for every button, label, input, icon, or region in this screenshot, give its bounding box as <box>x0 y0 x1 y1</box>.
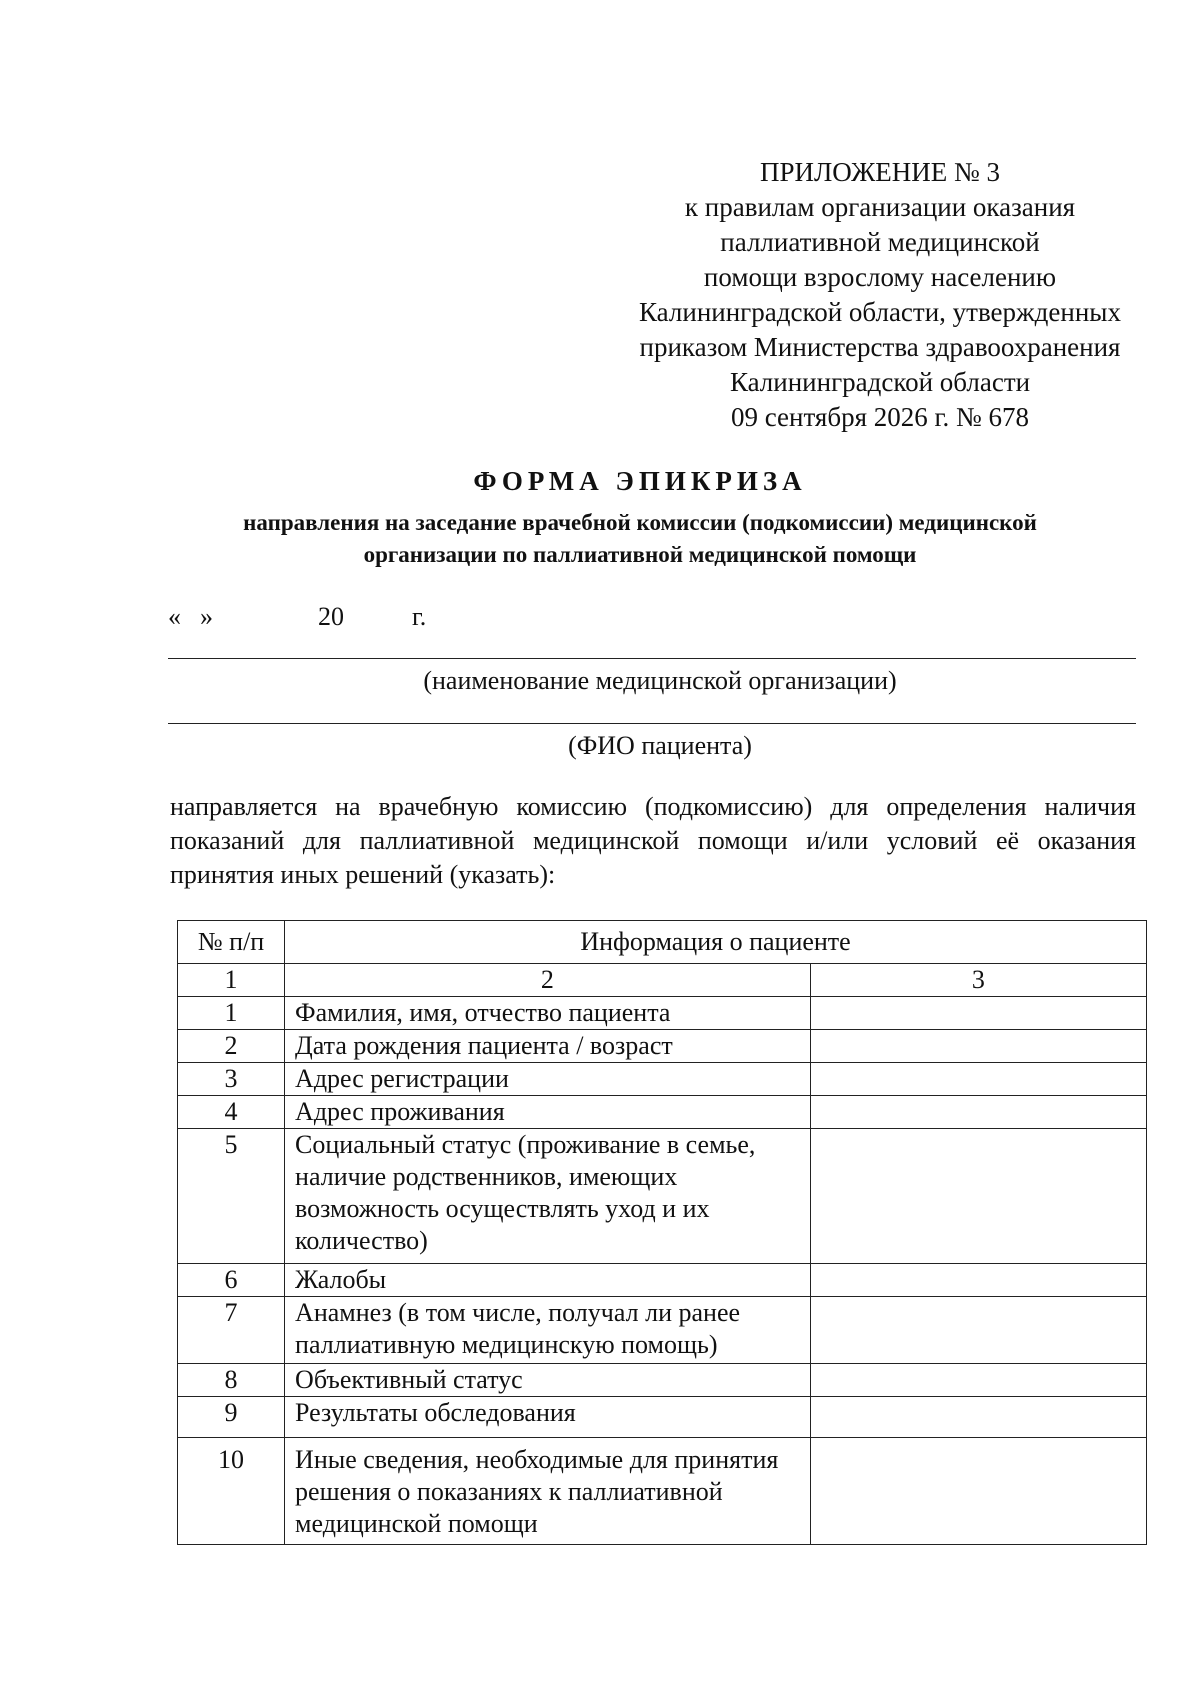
form-subtitle-line-1: направления на заседание врачебной комиссии (подкомиссии) медицинской <box>243 510 1037 535</box>
org-name-underline[interactable] <box>168 658 1136 659</box>
row-number: 2 <box>178 1030 285 1063</box>
row-value-cell[interactable] <box>810 1297 1146 1364</box>
row-value-cell[interactable] <box>810 1397 1146 1438</box>
appendix-line: Калининградской области <box>729 367 1031 397</box>
col-number: 1 <box>178 964 285 997</box>
patient-info-table <box>177 920 1147 1545</box>
appendix-line: помощи взрослому населению <box>703 262 1057 292</box>
patient-name-caption: (ФИО пациента) <box>568 731 752 760</box>
date-quote-close: » <box>200 602 213 631</box>
date-year-suffix: г. <box>412 602 427 631</box>
appendix-line: к правилам организации оказания <box>684 192 1076 222</box>
row-number: 1 <box>178 997 285 1030</box>
col-number: 3 <box>810 964 1146 997</box>
date-year-prefix: 20 <box>318 602 344 631</box>
appendix-line: приказом Министерства здравоохранения <box>639 332 1121 362</box>
row-number: 4 <box>178 1096 285 1129</box>
row-label: Фамилия, имя, отчество пациента <box>285 997 811 1030</box>
col-number: 2 <box>285 964 811 997</box>
form-subtitle-line-2: организации по паллиативной медицинской помощи <box>363 542 917 567</box>
row-number: 9 <box>178 1397 285 1438</box>
row-value-cell[interactable] <box>810 1129 1146 1264</box>
table-row <box>178 1297 1147 1364</box>
row-number: 5 <box>178 1129 285 1264</box>
row-number: 3 <box>178 1063 285 1096</box>
table-row <box>178 997 1147 1030</box>
row-label: Адрес регистрации <box>285 1063 811 1096</box>
patient-name-underline[interactable] <box>168 723 1136 724</box>
row-value-cell[interactable] <box>810 997 1146 1030</box>
appendix-title: ПРИЛОЖЕНИЕ № 3 <box>759 157 1001 187</box>
table-row <box>178 1438 1147 1545</box>
table-row <box>178 1397 1147 1438</box>
table-row <box>178 1129 1147 1264</box>
row-label: Анамнез (в том числе, получал ли ранее паллиативную медицинскую помощь) <box>285 1297 811 1364</box>
table-row <box>178 1096 1147 1129</box>
row-label: Социальный статус (проживание в семье, наличие родственников, имеющих возможность осуществлять уход и их количество) <box>285 1129 811 1264</box>
row-label: Дата рождения пациента / возраст <box>285 1030 811 1063</box>
form-title: ФОРМА ЭПИКРИЗА <box>473 466 807 496</box>
header-info: Информация о пациенте <box>285 921 1147 964</box>
table-row <box>178 1030 1147 1063</box>
row-label: Жалобы <box>285 1264 811 1297</box>
appendix-block <box>600 155 1160 435</box>
row-label: Объективный статус <box>285 1364 811 1397</box>
header-num: № п/п <box>178 921 285 964</box>
row-label: Иные сведения, необходимые для принятия решения о показаниях к паллиативной медицинской помощи <box>285 1438 811 1545</box>
org-name-caption: (наименование медицинской организации) <box>423 666 897 695</box>
row-number: 10 <box>178 1438 285 1545</box>
table-row <box>178 1264 1147 1297</box>
row-value-cell[interactable] <box>810 1438 1146 1545</box>
appendix-line: Калининградской области, утвержденных <box>639 297 1121 327</box>
intro-paragraph: направляется на врачебную комиссию (подкомиссию) для определения наличия показаний для паллиативной медицинской помощи и/или условий её оказания принятия иных решений (указать): <box>170 792 1136 889</box>
row-label: Результаты обследования <box>285 1397 811 1438</box>
table-header-row <box>178 921 1147 964</box>
row-label: Адрес проживания <box>285 1096 811 1129</box>
row-value-cell[interactable] <box>810 1096 1146 1129</box>
row-number: 7 <box>178 1297 285 1364</box>
row-value-cell[interactable] <box>810 1030 1146 1063</box>
appendix-line: паллиативной медицинской <box>720 227 1040 257</box>
row-number: 8 <box>178 1364 285 1397</box>
date-quote-open: « <box>168 602 181 631</box>
row-value-cell[interactable] <box>810 1364 1146 1397</box>
row-value-cell[interactable] <box>810 1264 1146 1297</box>
table-row <box>178 1063 1147 1096</box>
row-number: 6 <box>178 1264 285 1297</box>
appendix-date: 09 сентября 2026 г. № 678 <box>730 402 1030 432</box>
table-row <box>178 1364 1147 1397</box>
column-number-row <box>178 964 1147 997</box>
row-value-cell[interactable] <box>810 1063 1146 1096</box>
